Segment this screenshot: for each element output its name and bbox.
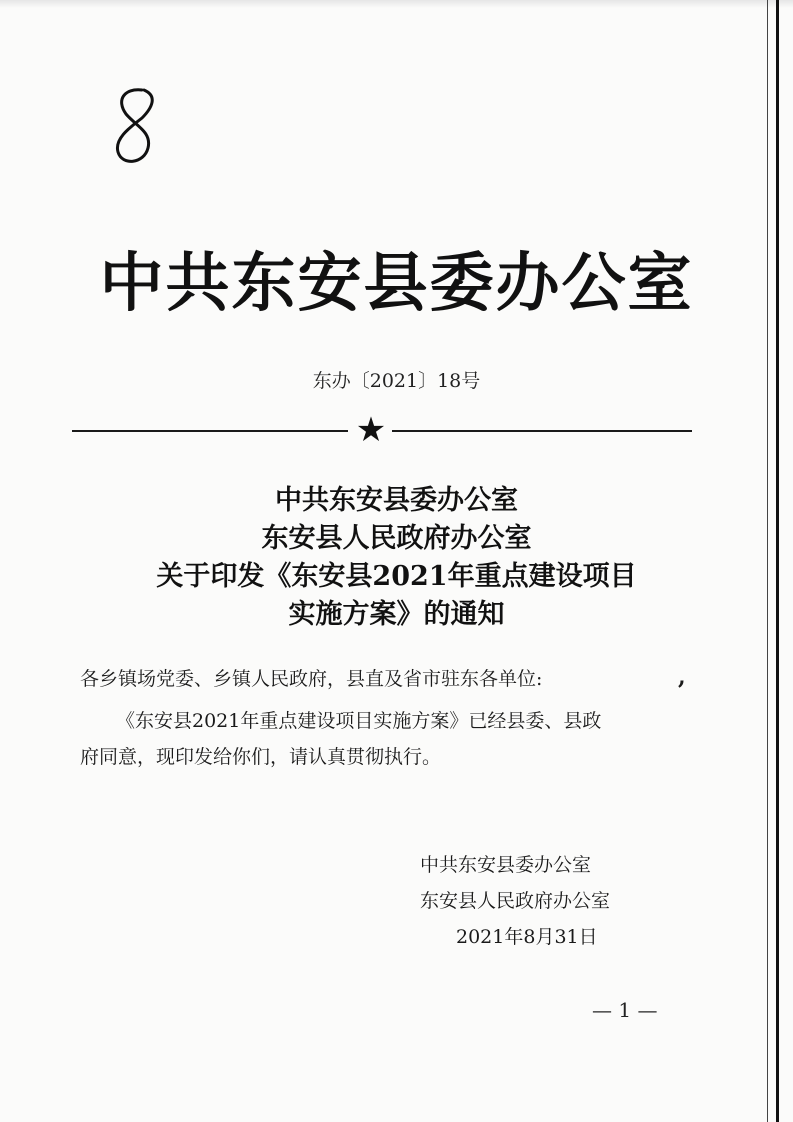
- title-line-4: 实施方案》的通知: [288, 599, 505, 630]
- star-icon: ★: [355, 410, 387, 450]
- title-line-3: 关于印发《东安县2021年重点建设项目: [156, 561, 637, 592]
- stray-mark: ,: [678, 664, 686, 690]
- signature-party-office: 中共东安县委办公室: [420, 854, 592, 876]
- document-number: 东办〔2021〕18号: [312, 370, 481, 392]
- divider-line-right: [392, 430, 692, 432]
- scan-top-edge: [0, 0, 793, 8]
- handwritten-mark: [102, 82, 172, 172]
- title-line-1: 中共东安县委办公室: [275, 485, 518, 516]
- body-line-2: 府同意，现印发给你们，请认真贯彻执行。: [80, 746, 442, 768]
- body-line-1: 《东安县2021年重点建设项目实施方案》已经县委、县政: [116, 710, 602, 732]
- issue-date: 2021年8月31日: [456, 926, 598, 948]
- issuer-header: 中共东安县委办公室: [99, 247, 694, 321]
- divider-line-left: [72, 430, 348, 432]
- signature-government-office: 东安县人民政府办公室: [420, 890, 611, 912]
- addressee: 各乡镇场党委、乡镇人民政府，县直及省市驻东各单位:: [80, 668, 543, 690]
- title-line-2: 东安县人民政府办公室: [261, 523, 532, 554]
- page-number: — 1 —: [592, 998, 658, 1022]
